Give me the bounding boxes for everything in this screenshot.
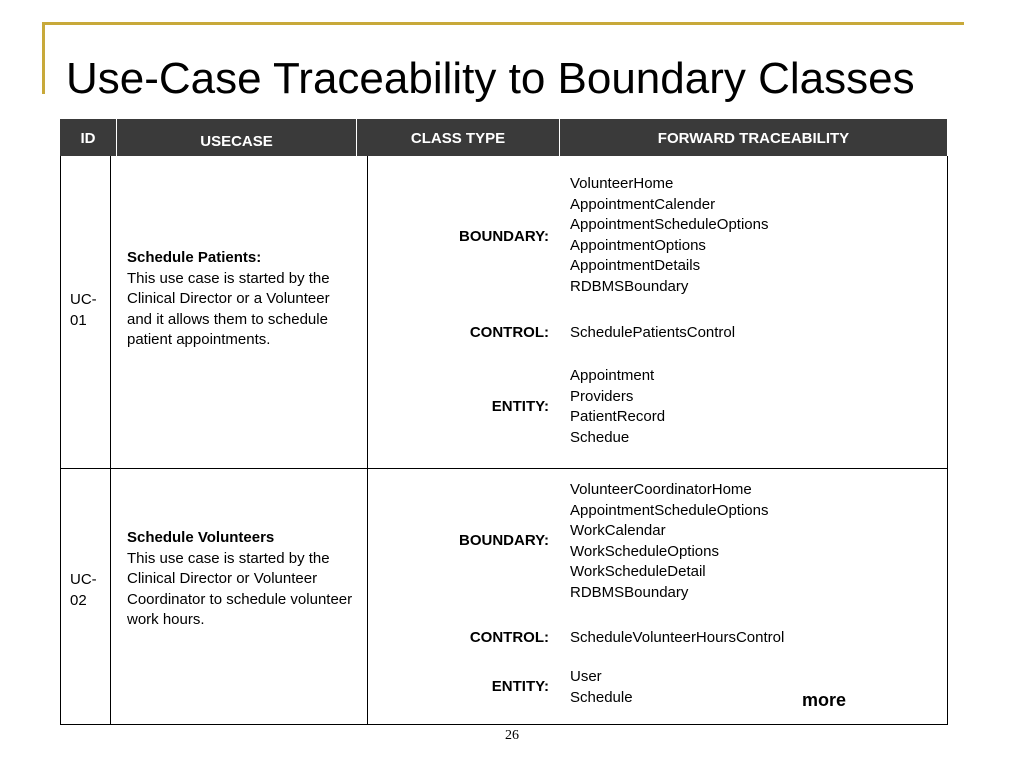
page-number: 26 (505, 728, 519, 743)
list-item: VolunteerHome (570, 175, 674, 192)
row-2-usecase-title: Schedule Volunteers (127, 529, 275, 546)
list-item: Appointment (570, 367, 655, 384)
row-2-entity-label: ENTITY: (491, 678, 549, 695)
row-1-control-label: CONTROL: (469, 324, 549, 341)
row-divider (60, 468, 948, 469)
row-1-control-list (570, 323, 940, 344)
title-accent-line-left (42, 22, 45, 94)
title-accent-line-top (42, 22, 964, 25)
more-link[interactable]: more (802, 690, 847, 710)
list-item: Providers (570, 387, 634, 405)
list-item: RDBMSBoundary (570, 583, 689, 601)
header-class-type: CLASS TYPE (357, 119, 559, 156)
list-item: WorkCalendar (570, 522, 666, 539)
row-1-entity-label: ENTITY: (491, 398, 549, 415)
row-2-usecase-description: This use case is started by the Clinical Director or Volunteer Coordinator to schedule volunteer work hours. (127, 549, 353, 628)
list-item: Schedue (570, 428, 630, 446)
list-item: User (570, 668, 602, 685)
row-2-boundary-list (570, 480, 940, 603)
slide-title: Use-Case Traceability to Boundary Classes (66, 54, 915, 103)
row-2-entity-list (570, 667, 940, 708)
row-1-boundary-list (570, 174, 940, 297)
column-divider (110, 156, 111, 725)
list-item: PatientRecord (570, 408, 666, 425)
list-item: WorkScheduleOptions (570, 542, 719, 560)
row-2-control-label: CONTROL: (469, 629, 549, 646)
list-item: Schedule (570, 688, 633, 706)
row-1-usecase (127, 248, 357, 351)
header-usecase: USECASE (117, 119, 356, 156)
list-item: RDBMSBoundary (570, 277, 689, 295)
list-item: AppointmentDetails (570, 257, 701, 274)
row-2-id: UC-02 (70, 571, 97, 609)
row-1-usecase-description: This use case is started by the Clinical Director or a Volunteer and it allows them to schedule patient appointments. (127, 269, 330, 348)
list-item: AppointmentScheduleOptions (570, 501, 769, 519)
row-1-entity-list (570, 366, 940, 448)
header-id: ID (60, 119, 116, 156)
list-item: WorkScheduleDetail (570, 563, 706, 580)
list-item: AppointmentScheduleOptions (570, 216, 769, 233)
row-2-boundary-label: BOUNDARY: (459, 532, 549, 549)
row-2-usecase (127, 528, 357, 631)
list-item: AppointmentOptions (570, 236, 706, 254)
list-item: AppointmentCalender (570, 195, 716, 213)
row-1-usecase-title: Schedule Patients: (127, 249, 262, 266)
list-item: SchedulePatientsControl (570, 324, 736, 341)
list-item: VolunteerCoordinatorHome (570, 481, 752, 498)
row-2-control-list (570, 628, 940, 649)
header-forward-traceability: FORWARD TRACEABILITY (560, 119, 947, 156)
row-1-boundary-label: BOUNDARY: (459, 228, 549, 245)
row-1-id: UC-01 (70, 291, 97, 329)
column-divider (367, 156, 368, 725)
list-item: ScheduleVolunteerHoursControl (570, 629, 785, 646)
